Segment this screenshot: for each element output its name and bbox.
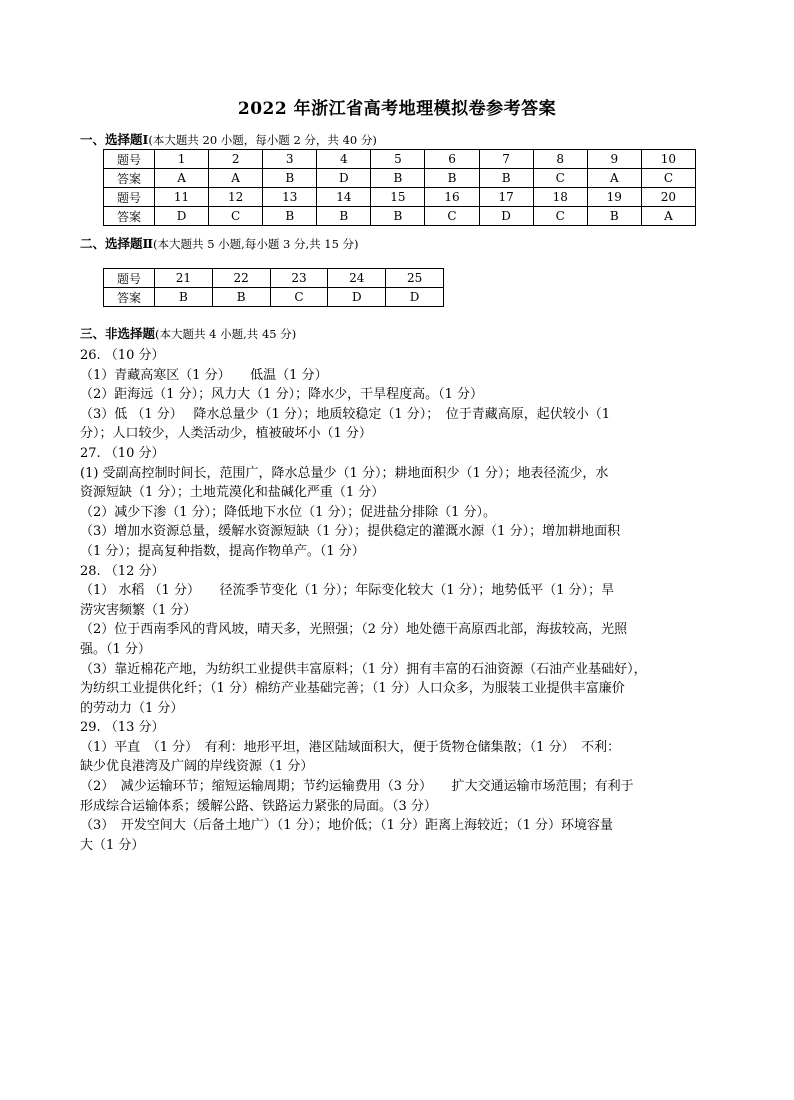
- answer-line: 涝灾害频繁（1 分）: [80, 602, 197, 618]
- answer-line: （3）低 （1 分） 降水总量少（1 分）；地质较稳定（1 分）； 位于青藏高原，起伏较小（1: [80, 406, 611, 422]
- answer-line: 资源短缺（1 分）；土地荒漠化和盐碱化严重（1 分）: [80, 485, 385, 501]
- answer-body: [80, 346, 720, 855]
- section-2-title: 二、选择题Ⅱ: [80, 236, 154, 251]
- section-1-heading: [80, 130, 377, 148]
- table-row: [104, 269, 444, 288]
- table-cell: B: [212, 288, 270, 307]
- table-cell: 19: [587, 188, 641, 207]
- table-cell: D: [479, 207, 533, 226]
- row-header-cell: 题号: [104, 188, 155, 207]
- table-cell: B: [479, 169, 533, 188]
- answer-table-2: [103, 268, 444, 307]
- table-row: [104, 207, 696, 226]
- answer-line: （2）减少下渗（1 分）；降低地下水位（1 分）；促进盐分排除（1 分）。: [80, 504, 496, 520]
- table-cell: B: [425, 169, 479, 188]
- answer-line: 强。（1 分）: [80, 641, 151, 657]
- answer-line: 形成综合运输体系；缓解公路、铁路运力紧张的局面。（3 分）: [80, 798, 437, 814]
- answer-line: 缺少优良港湾及广阔的岸线资源（1 分）: [80, 759, 314, 775]
- answer-line: (1) 受副高控制时间长，范围广，降水总量少（1 分）；耕地面积少（1 分）；地表径流少，水: [80, 465, 609, 481]
- answer-line: 大（1 分）: [80, 837, 145, 853]
- table-cell: 8: [533, 150, 587, 169]
- table-cell: 13: [263, 188, 317, 207]
- section-1-note: (本大题共 20 小题，每小题 2 分，共 40 分): [148, 133, 377, 147]
- table-row: [104, 288, 444, 307]
- table-row: [104, 169, 696, 188]
- table-cell: D: [317, 169, 371, 188]
- page-title: 2022 年浙江省高考地理模拟卷参考答案: [237, 99, 557, 119]
- table-cell: B: [371, 169, 425, 188]
- table-cell: A: [155, 169, 209, 188]
- answer-line: 分）；人口较少，人类活动少，植被破坏小（1 分）: [80, 426, 372, 442]
- answer-line: 27. （10 分）: [80, 445, 165, 461]
- answer-line: （1 分）；提高复种指数，提高作物单产。（1 分）: [80, 543, 365, 559]
- table-cell: C: [209, 207, 263, 226]
- table-row: [104, 150, 696, 169]
- section-3-note: (本大题共 4 小题,共 45 分): [155, 327, 297, 341]
- table-cell: A: [209, 169, 263, 188]
- answer-table-1: [103, 149, 696, 226]
- table-cell: 12: [209, 188, 263, 207]
- section-2-note: (本大题共 5 小题,每小题 3 分,共 15 分): [153, 237, 359, 251]
- answer-line: 为纺织工业提供化纤；（1 分）棉纺产业基础完善；（1 分）人口众多，为服装工业提供丰富廉价: [80, 681, 625, 697]
- section-3-title: 三、非选择题: [80, 326, 156, 341]
- table-cell: C: [270, 288, 328, 307]
- table-cell: B: [263, 207, 317, 226]
- table-cell: B: [587, 207, 641, 226]
- answer-line: （2）位于西南季风的背风坡，晴天多，光照强；（2 分）地处德干高原西北部，海拔较高，光照: [80, 622, 628, 638]
- table-cell: 1: [155, 150, 209, 169]
- answer-line: （3）靠近棉花产地，为纺织工业提供丰富原料；（1 分）拥有丰富的石油资源（石油产业基础好），: [80, 661, 647, 677]
- row-header-cell: 题号: [104, 150, 155, 169]
- answer-line: （2）距海远（1 分）；风力大（1 分）；降水少，干旱程度高。（1 分）: [80, 387, 483, 403]
- table-cell: 7: [479, 150, 533, 169]
- table-cell: 6: [425, 150, 479, 169]
- section-1-title: 一、选择题Ⅰ: [80, 132, 149, 147]
- table-cell: C: [425, 207, 479, 226]
- table-cell: B: [155, 288, 213, 307]
- table-cell: A: [641, 207, 695, 226]
- table-cell: 2: [209, 150, 263, 169]
- table-cell: 23: [270, 269, 328, 288]
- table-cell: 5: [371, 150, 425, 169]
- row-header-cell: 答案: [104, 288, 155, 307]
- answer-line: 28. （12 分）: [80, 563, 165, 579]
- table-cell: D: [155, 207, 209, 226]
- row-header-cell: 答案: [104, 207, 155, 226]
- answer-line: 的劳动力（1 分）: [80, 700, 184, 716]
- table-cell: 25: [386, 269, 444, 288]
- table-cell: 15: [371, 188, 425, 207]
- answer-line: 26. （10 分）: [80, 348, 165, 363]
- section-3-heading: [80, 324, 296, 342]
- table-cell: D: [328, 288, 386, 307]
- answer-line: 29. （13 分）: [80, 720, 165, 736]
- table-cell: 10: [641, 150, 695, 169]
- table-cell: C: [533, 169, 587, 188]
- table-cell: 16: [425, 188, 479, 207]
- table-cell: B: [263, 169, 317, 188]
- row-header-cell: 答案: [104, 169, 155, 188]
- table-cell: D: [386, 288, 444, 307]
- table-cell: 24: [328, 269, 386, 288]
- answer-line: （2） 减少运输环节；缩短运输周期；节约运输费用（3 分） 扩大交通运输市场范围；有利于: [80, 779, 634, 795]
- table-cell: B: [317, 207, 371, 226]
- table-cell: 9: [587, 150, 641, 169]
- table-row: [104, 188, 696, 207]
- table-cell: 20: [641, 188, 695, 207]
- table-cell: 11: [155, 188, 209, 207]
- table-cell: 14: [317, 188, 371, 207]
- table-cell: A: [587, 169, 641, 188]
- row-header-cell: 题号: [104, 269, 155, 288]
- answer-line: （3）增加水资源总量，缓解水资源短缺（1 分）；提供稳定的灌溉水源（1 分）；增加耕地面积: [80, 524, 621, 540]
- table-cell: C: [533, 207, 587, 226]
- table-cell: 17: [479, 188, 533, 207]
- answer-line: （1）平直 （1 分） 有利：地形平坦，港区陆域面积大，便于货物仓储集散；（1 分） 不利：: [80, 739, 621, 755]
- table-cell: 18: [533, 188, 587, 207]
- table-cell: 21: [155, 269, 213, 288]
- table-cell: 4: [317, 150, 371, 169]
- table-cell: C: [641, 169, 695, 188]
- table-cell: 3: [263, 150, 317, 169]
- table-cell: B: [371, 207, 425, 226]
- answer-line: （3） 开发空间大（后备土地广）（1 分）；地价低；（1 分）距离上海较近；（1 分）环境容量: [80, 818, 613, 834]
- answer-line: （1） 水稻 （1 分） 径流季节变化（1 分）；年际变化较大（1 分）；地势低平（1 分）；旱: [80, 583, 615, 599]
- answer-line: （1）青藏高寒区（1 分） 低温（1 分）: [80, 367, 328, 383]
- section-2-heading: [80, 234, 359, 252]
- table-cell: 22: [212, 269, 270, 288]
